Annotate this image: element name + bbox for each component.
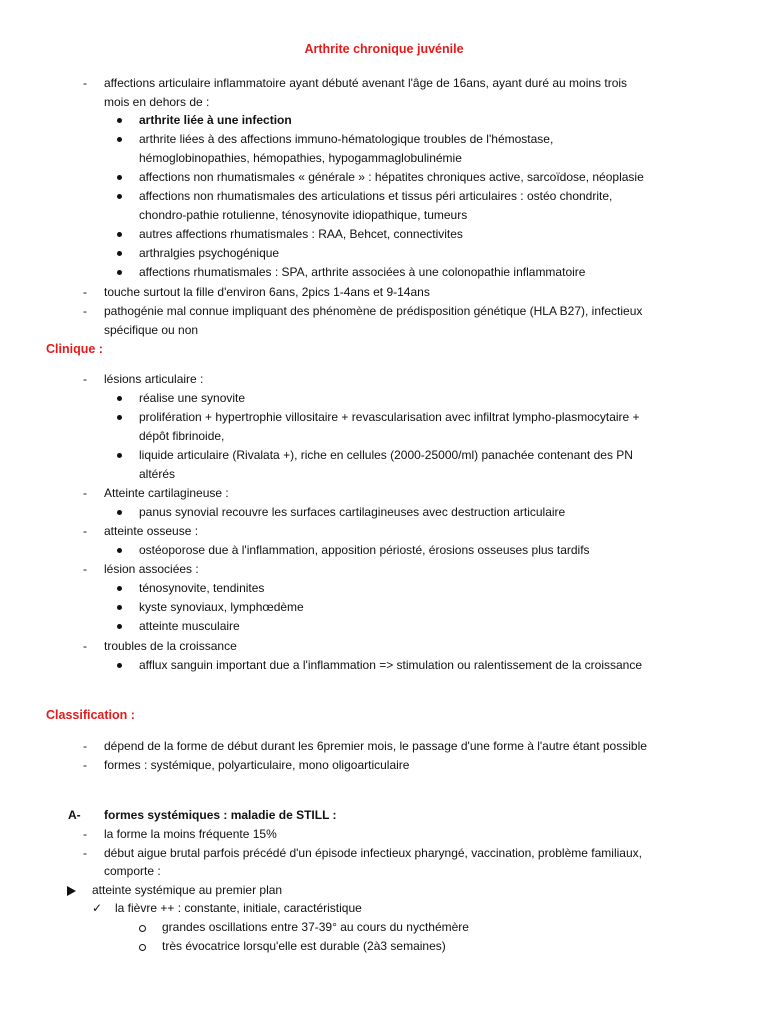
classification-item-1: dépend de la forme de début durant les 6premier mois, le passage d'une forme à l'autre étant possible	[104, 739, 647, 753]
bullet-dot	[117, 624, 122, 629]
dash-marker: -	[83, 524, 87, 538]
circle-bullet-icon	[139, 925, 146, 932]
bullet-dot	[117, 510, 122, 515]
formes-item-2-cont: comporte :	[104, 864, 161, 878]
intro-line-1: affections articulaire inflammatoire ayant débuté avenant l'âge de 16ans, ayant duré au moins trois	[104, 76, 628, 90]
dash-marker: -	[83, 639, 87, 653]
clinique-bullet-1b: prolifération + hypertrophie villositaire + revascularisation avec infiltrat lympho-plasmocytaire +	[139, 410, 640, 424]
clinique-bullet-1a: réalise une synovite	[139, 391, 246, 405]
intro-line-3: pathogénie mal connue impliquant des phénomène de prédisposition génétique (HLA B27), infectieux	[104, 304, 643, 318]
bullet-dot	[117, 453, 122, 458]
bullet-dot	[117, 586, 122, 591]
bullet-dot	[117, 396, 122, 401]
intro-line-2: touche surtout la fille d'environ 6ans, 2pics 1-4ans et 9-14ans	[104, 285, 430, 299]
dash-marker: -	[83, 486, 87, 500]
dash-marker: -	[83, 827, 87, 841]
dash-marker: -	[83, 758, 87, 772]
intro-bullet-3: affections non rhumatismales « générale » : hépatites chroniques active, sarcoïdose, néoplasie	[139, 170, 644, 184]
clinique-bullet-1c: liquide articulaire (Rivalata +), riche en cellules (2000-25000/ml) panachée contenant des PN	[139, 448, 633, 462]
bullet-dot	[117, 663, 122, 668]
dash-marker: -	[83, 846, 87, 860]
formes-check-item: la fièvre ++ : constante, initiale, caractéristique	[115, 901, 362, 915]
formes-arrow-item: atteinte systémique au premier plan	[92, 883, 283, 897]
clinique-bullet-4a: ténosynovite, tendinites	[139, 581, 265, 595]
intro-bullet-2: arthrite liées à des affections immuno-hématologique troubles de l'hémostase,	[139, 132, 554, 146]
formes-sub-1: grandes oscillations entre 37-39° au cours du nycthémère	[162, 920, 469, 934]
bullet-dot	[117, 415, 122, 420]
section-letter: A-	[68, 808, 81, 822]
bullet-dot	[117, 118, 122, 123]
clinique-heading: Clinique :	[46, 342, 103, 356]
bullet-dot	[117, 548, 122, 553]
clinique-item-4: lésion associées :	[104, 562, 199, 576]
clinique-item-2: Atteinte cartilagineuse :	[104, 486, 229, 500]
intro-bullet-7: affections rhumatismales : SPA, arthrite associées à une colonopathie inflammatoire	[139, 265, 586, 279]
dash-marker: -	[83, 562, 87, 576]
dash-marker: -	[83, 285, 87, 299]
bullet-dot	[117, 194, 122, 199]
intro-bullet-1: arthrite liée à une infection	[139, 113, 292, 127]
formes-item-2: début aigue brutal parfois précédé d'un épisode infectieux pharyngé, vaccination, problème familiaux,	[104, 846, 642, 860]
formes-heading: formes systémiques : maladie de STILL :	[104, 808, 337, 822]
clinique-bullet-1c-cont: altérés	[139, 467, 176, 481]
intro-bullet-6: arthralgies psychogénique	[139, 246, 280, 260]
clinique-bullet-4b: kyste synoviaux, lymphœdème	[139, 600, 304, 614]
intro-bullet-4: affections non rhumatismales des articulations et tissus péri articulaires : ostéo chondrite,	[139, 189, 613, 203]
bullet-dot	[117, 175, 122, 180]
document-title: Arthrite chronique juvénile	[304, 42, 464, 56]
arrow-bullet-icon	[67, 886, 76, 896]
classification-heading: Classification :	[46, 708, 135, 722]
circle-bullet-icon	[139, 944, 146, 951]
formes-sub-2: très évocatrice lorsqu'elle est durable (2à3 semaines)	[162, 939, 446, 953]
clinique-item-3: atteinte osseuse :	[104, 524, 199, 538]
bullet-dot	[117, 232, 122, 237]
dash-marker: -	[83, 76, 87, 90]
dash-marker: -	[83, 304, 87, 318]
bullet-dot	[117, 251, 122, 256]
clinique-bullet-2a: panus synovial recouvre les surfaces cartilagineuses avec destruction articulaire	[139, 505, 566, 519]
clinique-bullet-5a: afflux sanguin important due a l'inflammation => stimulation ou ralentissement de la croissance	[139, 658, 643, 672]
intro-line-1-cont: mois en dehors de :	[104, 95, 210, 109]
checkmark-icon: ✓	[92, 901, 103, 915]
classification-item-2: formes : systémique, polyarticulaire, mono oligoarticulaire	[104, 758, 410, 772]
clinique-bullet-4c: atteinte musculaire	[139, 619, 240, 633]
clinique-item-5: troubles de la croissance	[104, 639, 237, 653]
clinique-bullet-1b-cont: dépôt fibrinoide,	[139, 429, 225, 443]
formes-item-1: la forme la moins fréquente 15%	[104, 827, 277, 841]
intro-line-3-cont: spécifique ou non	[104, 323, 199, 337]
clinique-bullet-3a: ostéoporose due à l'inflammation, apposition périosté, érosions osseuses plus tardifs	[139, 543, 590, 557]
intro-bullet-2-cont: hémoglobinopathies, hémopathies, hypogammaglobulinémie	[139, 151, 462, 165]
bullet-dot	[117, 137, 122, 142]
intro-bullet-4-cont: chondro-pathie rotulienne, ténosynovite idiopathique, tumeurs	[139, 208, 468, 222]
clinique-item-1: lésions articulaire :	[104, 372, 204, 386]
dash-marker: -	[83, 739, 87, 753]
dash-marker: -	[83, 372, 87, 386]
bullet-dot	[117, 605, 122, 610]
bullet-dot	[117, 270, 122, 275]
intro-bullet-5: autres affections rhumatismales : RAA, Behcet, connectivites	[139, 227, 463, 241]
